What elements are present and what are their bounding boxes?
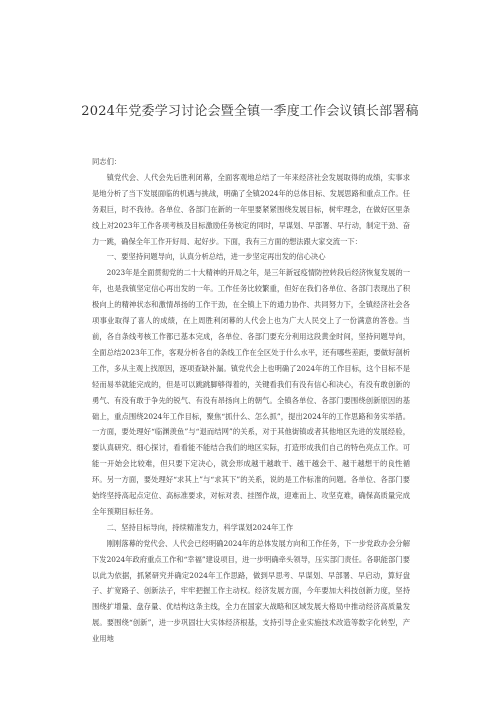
body-paragraph: 2023年是全面贯彻党的二十大精神的开局之年，是三年新冠疫情防控转段后经济恢复发展的一年，也是我镇坚定信心再出发的一年。工作任务比较繁重，但好在我们各单位、各部门表现出了积极向上的精神状态和激情昂扬的工作干劲，在全镇上下的通力协作、共同努力下，全镇经济社会各项事业取得了喜人的成绩，在上周胜利闭幕的人代会上也为广大人民交上了一份满意的答卷。当前，各自条线考核工作都已基本完成，各单位、各部门要充分利用这段黄金时间，坚持问题导向，全面总结2023年工作，客观分析各自的条线工作在全区处于什么水平，还有哪些差距，要做好剖析工作，多从主观上找原因，逐项查缺补漏。镇党代会上也明确了2024年的工作目标，这个目标不是轻而易举就能完成的，但是可以跳跳脚够得着的，关键看我们有没有信心和决心，有没有敢创新的勇气、有没有敢于争先的锐气、有没有昂扬向上的朝气。全镇各单位、各部门要围绕创新原因的基础上，重点围绕2024年工作目标，聚焦“抓什么、怎么抓”，提出2024年的工作思路和务实举措。一方面，要处理好“临渊羡鱼”与“退而结网”的关系，对于其他街镇或者其他地区先进的发展经验，要认真研究、细心探讨，看看能不能结合我们的地区实际，打造形成我们自己的特色亮点工作。可能一开始会比较难，但只要下定决心，就会形成越干越敢干、越干越会干、越干越想干的良性循环。另一方面，要处理好“求其上”与“求其下”的关系，说的是工作标准的问题。各单位、各部门要始终坚持高起点定位、高标准要求，对标对表、挂图作战，迎难而上、攻坚克难，确保高质量完成全年预期目标任务。 [92,268,410,516]
body-paragraph: 镇党代会、人代会先后胜利闭幕，全面客观地总结了一年来经济社会发展取得的成绩，实事求是地分析了当下发展面临的机遇与挑战，明确了全镇2024年的总体目标、发展思路和重点工作。任务艰巨，时不我待。各单位、各部门在新的一年里要紧紧围绕发展目标，树牢理念，在做好区里条线上对2023年工作各项考核及目标激励任务核定的同时，早谋划、早部署、早行动，制定干劲、奋力一跳，确保全年工作开好局、起好步。下面，我有三方面的想法跟大家交流一下： [92,172,410,246]
document-title: 2024年党委学习讨论会暨全镇一季度工作会议镇长部署稿 [81,104,419,119]
section-heading: 一、要坚持问题导向，认真分析总结，进一步坚定再出发的信心决心 [106,252,326,262]
section-heading: 二、坚持目标导向，持续精准发力，科学谋划2024年工作 [106,522,293,532]
salutation: 同志们： [92,157,122,166]
body-paragraph: 刚刚落幕的党代会、人代会已经明确2024年的总体发展方向和工作任务，下一步党政办会分解下发2024年政府重点工作和“幸福”建设项目，进一步明确牵头领导，压实部门责任。各职能部门要以此为依据，抓紧研究并确定2024年工作思路，做到早思考、早谋划、早部署、早启动，算好盘子、扩宽路子、创新法子，牢牢把握工作主动权。经济发展方面，今年要加大科技创新力度，坚持围绕扩增量、盘存量、优结构这条主线，全力在国家大战略和区域发展大格局中推动经济高质量发展。要围绕“创新”，进一步巩固壮大实体经济根基，支持引导企业实施技术改造等数字化转型，产业用地 [92,538,410,644]
document-body [92,154,410,647]
